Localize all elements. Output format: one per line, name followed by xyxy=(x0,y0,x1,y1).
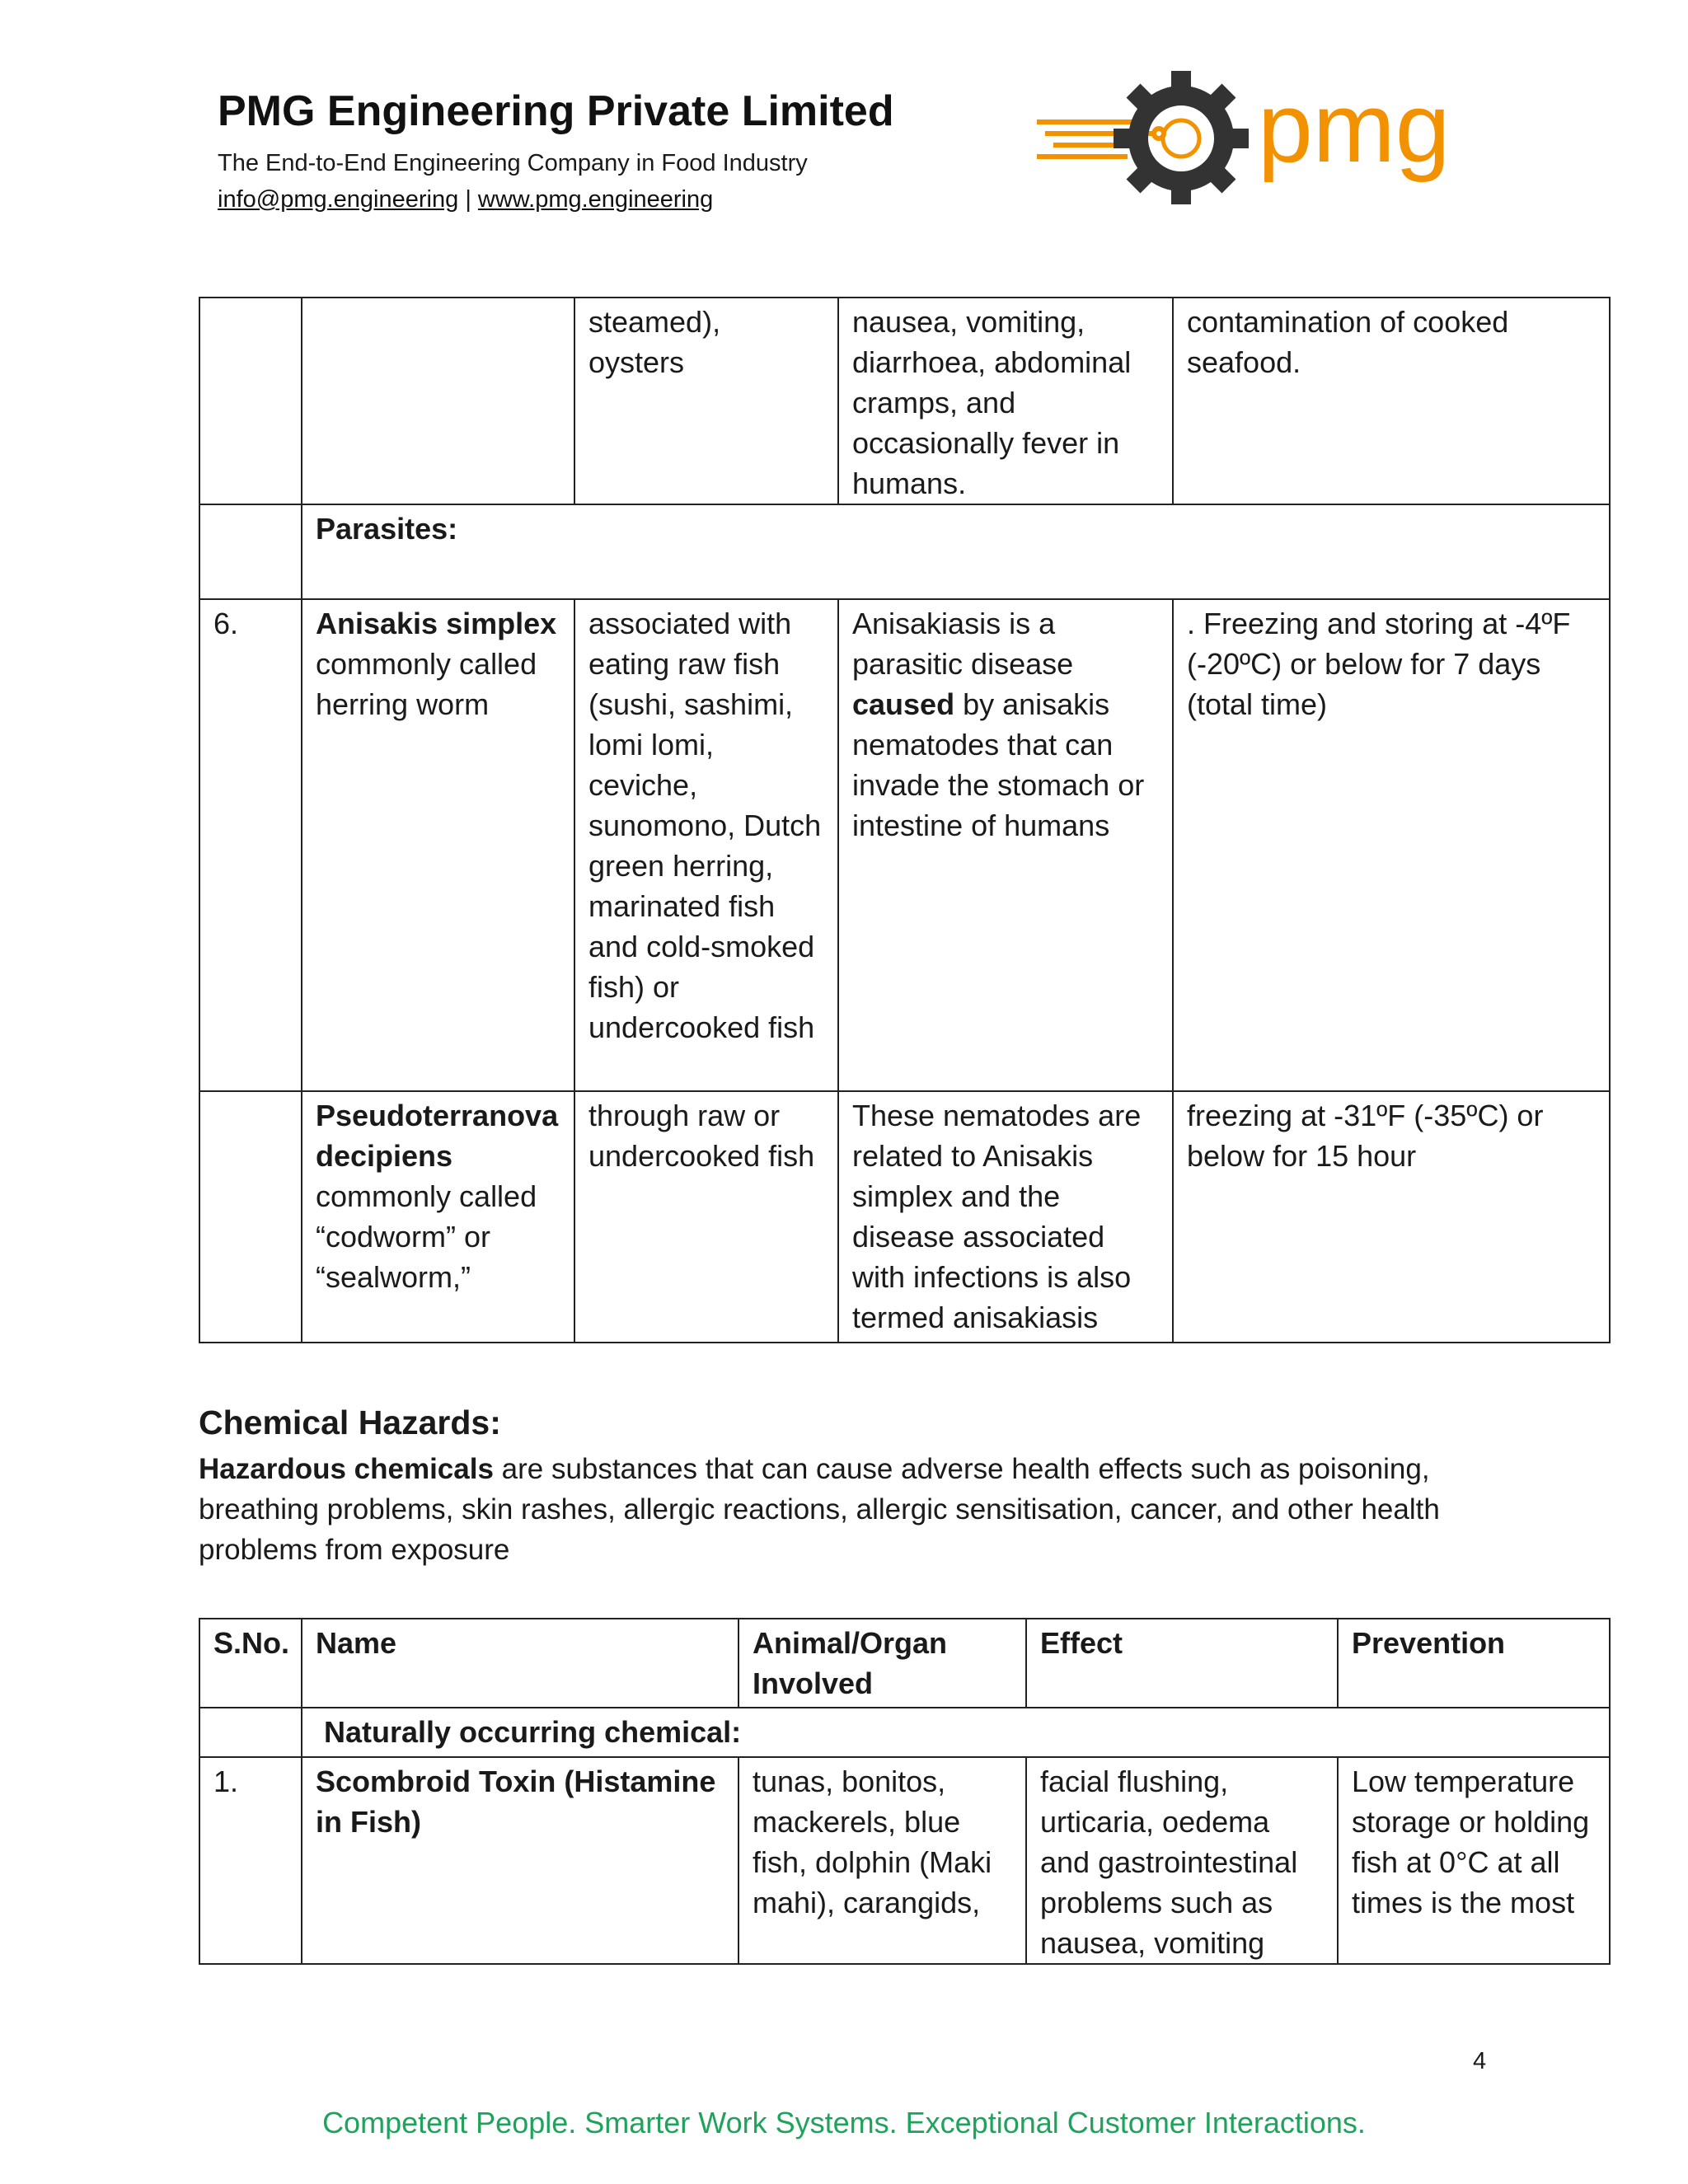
table-row xyxy=(199,298,1610,504)
table-row xyxy=(199,1757,1610,1964)
footer-slogan: Competent People. Smarter Work Systems. Exceptional Customer Interactions. xyxy=(322,2106,1366,2139)
animal-cell: tunas, bonitos, mackerels, blue fish, dolphin (Maki mahi), carangids, xyxy=(738,1757,1026,1964)
name-cell: Pseudoterranova decipiens commonly called “codworm” or “sealworm,” xyxy=(302,1091,574,1343)
column-header: S.No. xyxy=(199,1619,302,1708)
effect-cell: nausea, vomiting, diarrhoea, abdominal cramps, and occasionally fever in humans. xyxy=(838,298,1173,504)
sno-cell: 1. xyxy=(199,1757,302,1964)
prevention-cell: Low temperature storage or holding fish at 0°C at all times is the most xyxy=(1338,1757,1610,1964)
column-header: Name xyxy=(302,1619,738,1708)
section-heading: Chemical Hazards: xyxy=(199,1404,501,1441)
table-row xyxy=(199,1091,1610,1343)
sno-cell: 6. xyxy=(199,599,302,1091)
source-cell: associated with eating raw fish (sushi, sashimi, lomi lomi, ceviche, sunomono, Dutch green herring, marinated fish and cold-smoked fish) or undercooked fish xyxy=(574,599,838,1091)
source-cell: through raw or undercooked fish xyxy=(574,1091,838,1343)
section-label: Parasites: xyxy=(302,504,1610,599)
column-header: Prevention xyxy=(1338,1619,1610,1708)
gear-icon xyxy=(1114,71,1249,204)
sno-cell xyxy=(199,1091,302,1343)
name-cell xyxy=(302,298,574,504)
column-header: Animal/Organ Involved xyxy=(738,1619,1026,1708)
chemical-hazards-table xyxy=(199,1618,1611,1965)
table-row xyxy=(199,599,1610,1091)
name-cell: Anisakis simplex commonly called herring worm xyxy=(302,599,574,1091)
table-header-row xyxy=(199,1619,1610,1708)
email-link[interactable]: info@pmg.engineering xyxy=(218,186,459,213)
company-name: PMG Engineering Private Limited xyxy=(218,87,894,135)
column-header: Effect xyxy=(1026,1619,1338,1708)
pmg-logo xyxy=(1037,64,1465,204)
effect-cell: Anisakiasis is a parasitic disease caused by anisakis nematodes that can invade the stomach or intestine of humans xyxy=(838,599,1173,1091)
effect-cell: These nematodes are related to Anisakis simplex and the disease associated with infections is also termed anisakiasis xyxy=(838,1091,1173,1343)
section-row xyxy=(199,1708,1610,1757)
section-row xyxy=(199,504,1610,599)
section-label: Naturally occurring chemical: xyxy=(302,1708,1610,1757)
page-number: 4 xyxy=(1473,2048,1487,2074)
logo-wordmark: pmg xyxy=(1258,73,1451,183)
prevention-cell: freezing at -31ºF (-35ºC) or below for 15 hour xyxy=(1173,1091,1610,1343)
name-cell: Scombroid Toxin (Histamine in Fish) xyxy=(302,1757,738,1964)
prevention-cell: contamination of cooked seafood. xyxy=(1173,298,1610,504)
prevention-cell: . Freezing and storing at -4ºF (-20ºC) or below for 7 days (total time) xyxy=(1173,599,1610,1091)
sno-cell xyxy=(199,298,302,504)
company-tagline: The End-to-End Engineering Company in Food Industry xyxy=(218,150,808,176)
source-cell: steamed), oysters xyxy=(574,298,838,504)
letterhead xyxy=(218,82,959,218)
contact-line xyxy=(218,181,959,218)
effect-cell: facial flushing, urticaria, oedema and gastrointestinal problems such as nausea, vomiting xyxy=(1026,1757,1338,1964)
contact-separator: | xyxy=(465,186,471,213)
sno-cell xyxy=(199,504,302,599)
biological-hazards-table xyxy=(199,297,1611,1343)
section-paragraph: Hazardous chemicals are substances that can cause adverse health effects such as poisoning, breathing problems, skin rashes, allergic reactions, allergic sensitisation, cancer, and other health problems from exposure xyxy=(199,1453,1440,1566)
website-link[interactable]: www.pmg.engineering xyxy=(477,186,714,213)
sno-cell xyxy=(199,1708,302,1757)
